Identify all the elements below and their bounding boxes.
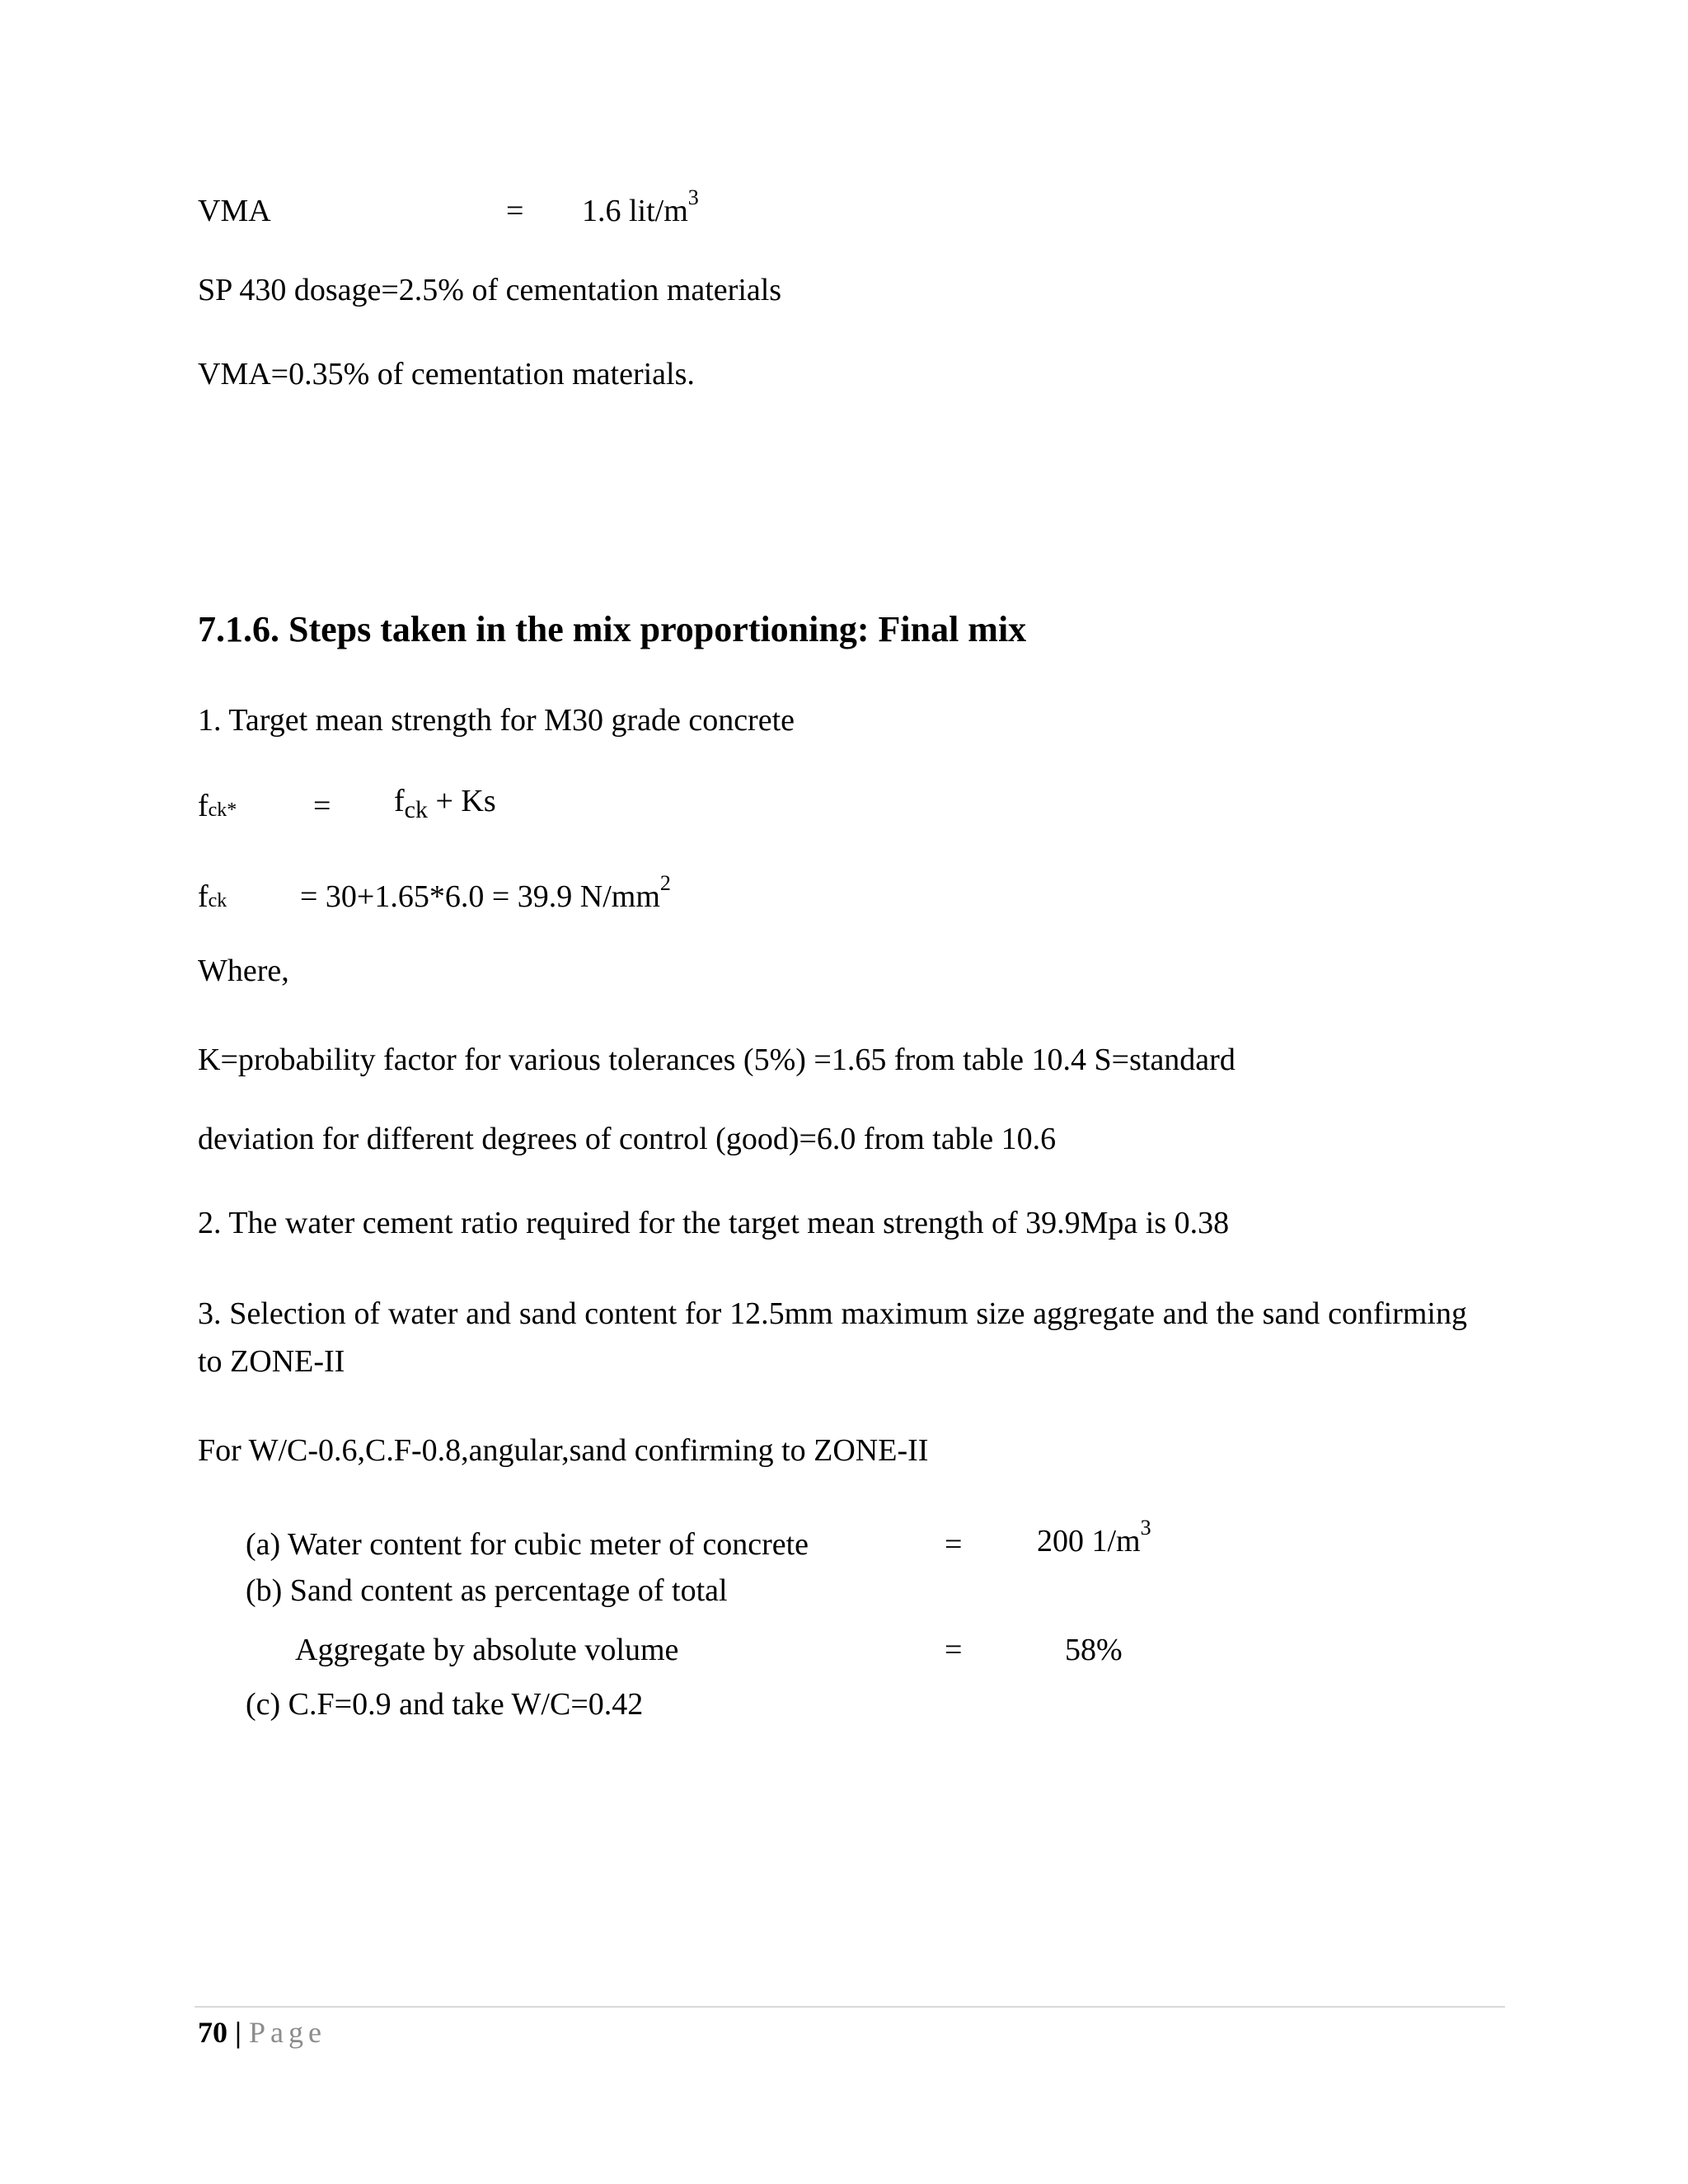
page-word: Page bbox=[248, 2016, 326, 2049]
formula2-rhs-text: = 30+1.65*6.0 = 39.9 N/mm bbox=[300, 879, 660, 914]
item-b-value: 58% bbox=[1065, 1633, 1123, 1667]
section-heading: 7.1.6. Steps taken in the mix proportioning: Final mix bbox=[198, 609, 1027, 649]
footer-separator: | bbox=[227, 2016, 249, 2049]
step3-text: 3. Selection of water and sand content for 12.5mm maximum size aggregate and the sand confirming to ZONE-II bbox=[198, 1296, 1467, 1379]
vma-equals: = bbox=[506, 194, 524, 228]
formula2-lhs bbox=[198, 879, 227, 919]
formula1-lhs-subscript: ck* bbox=[208, 799, 237, 821]
item-b-continuation: Aggregate by absolute volume bbox=[295, 1633, 679, 1667]
item-b-equals: = bbox=[945, 1633, 963, 1667]
deviation-line: deviation for different degrees of control (good)=6.0 from table 10.6 bbox=[198, 1122, 1057, 1156]
formula2-lhs-subscript: ck bbox=[208, 890, 227, 912]
formula1-rhs-subscript: ck bbox=[404, 796, 428, 823]
vma-value-text: 1.6 lit/m bbox=[582, 194, 688, 228]
vma-value-exponent: 3 bbox=[687, 185, 699, 210]
item-a-equals: = bbox=[945, 1527, 963, 1562]
where-label: Where, bbox=[198, 954, 289, 988]
sp-dosage-line: SP 430 dosage=2.5% of cementation materials bbox=[198, 273, 782, 307]
item-b-label: (b) Sand content as percentage of total bbox=[246, 1573, 728, 1608]
vma-label: VMA bbox=[198, 194, 271, 228]
formula2-lhs-f: f bbox=[198, 879, 209, 914]
formula1-lhs-f: f bbox=[198, 789, 209, 823]
formula1-rhs bbox=[394, 783, 496, 822]
k-factor-line: K=probability factor for various tolerances (5%) =1.65 from table 10.4 S=standard bbox=[198, 1043, 1236, 1077]
item-a-value bbox=[1037, 1516, 1151, 1559]
formula1-equals: = bbox=[313, 789, 331, 823]
item-c-label: (c) C.F=0.9 and take W/C=0.42 bbox=[246, 1687, 644, 1722]
formula1-lhs bbox=[198, 788, 237, 828]
formula2-rhs-exponent: 2 bbox=[659, 871, 671, 896]
item-a-value-text: 200 1/m bbox=[1037, 1524, 1141, 1558]
step3-for-line: For W/C-0.6,C.F-0.8,angular,sand confirming to ZONE-II bbox=[198, 1433, 929, 1468]
formula1-rhs-rest: + Ks bbox=[427, 784, 496, 818]
item-a-value-exponent: 3 bbox=[1140, 1516, 1151, 1540]
page-footer bbox=[198, 2014, 326, 2050]
step2-text: 2. The water cement ratio required for the target mean strength of 39.9Mpa is 0.38 bbox=[198, 1206, 1230, 1240]
vma-value bbox=[582, 185, 699, 229]
item-a-label: (a) Water content for cubic meter of concrete bbox=[246, 1527, 809, 1562]
vma-dosage-line: VMA=0.35% of cementation materials. bbox=[198, 357, 695, 391]
step1-title: 1. Target mean strength for M30 grade concrete bbox=[198, 703, 795, 738]
formula2-rhs bbox=[300, 871, 671, 915]
formula1-rhs-f: f bbox=[394, 784, 405, 818]
page-number: 70 bbox=[198, 2016, 227, 2049]
footer-rule bbox=[195, 2006, 1505, 2008]
